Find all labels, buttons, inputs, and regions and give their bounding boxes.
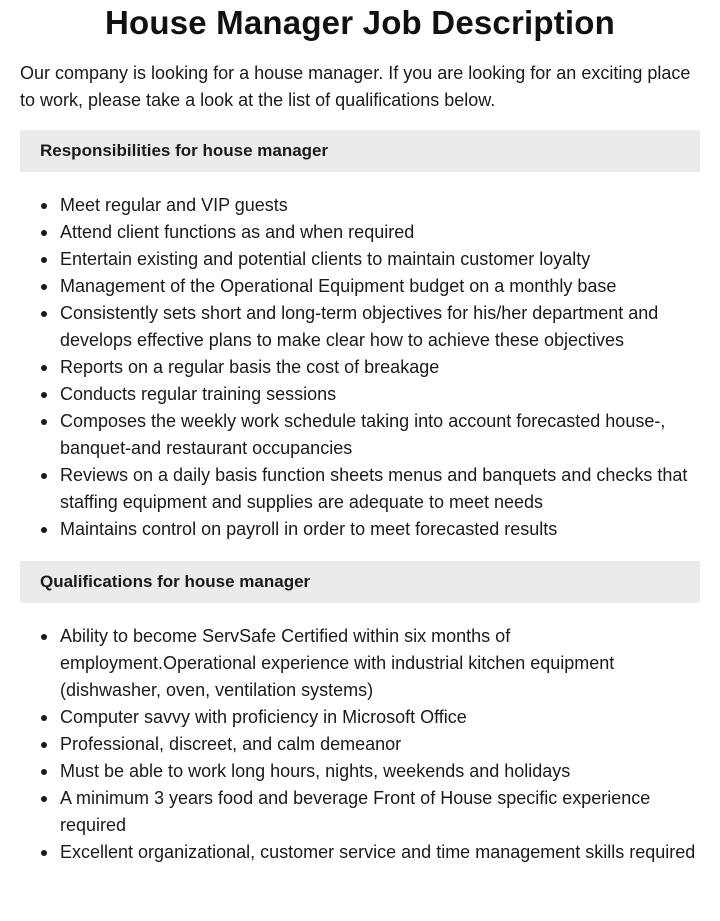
- responsibility-item: Conducts regular training sessions: [20, 381, 700, 408]
- qualification-item: Must be able to work long hours, nights, weekends and holidays: [20, 758, 700, 785]
- bullet-icon: [41, 473, 47, 479]
- bullet-icon: [41, 769, 47, 775]
- bullet-icon: [41, 392, 47, 398]
- responsibility-item: Composes the weekly work schedule taking into account forecasted house-, banquet-and restaurant occupancies: [20, 408, 700, 462]
- responsibility-item: Meet regular and VIP guests: [20, 192, 700, 219]
- qualifications-heading: Qualifications for house manager: [20, 561, 700, 603]
- bullet-icon: [41, 419, 47, 425]
- qualification-item: Excellent organizational, customer service and time management skills required: [20, 839, 700, 866]
- responsibility-item: Reports on a regular basis the cost of breakage: [20, 354, 700, 381]
- qualification-item: Ability to become ServSafe Certified within six months of employment.Operational experience with industrial kitchen equipment (dishwasher, oven, ventilation systems): [20, 623, 700, 704]
- bullet-icon: [41, 365, 47, 371]
- page-title: House Manager Job Description: [104, 4, 616, 41]
- bullet-icon: [41, 715, 47, 721]
- bullet-icon: [41, 284, 47, 290]
- qualifications-list: [20, 623, 700, 866]
- bullet-icon: [41, 527, 47, 533]
- responsibility-item: Reviews on a daily basis function sheets menus and banquets and checks that staffing equipment and supplies are adequate to meet needs: [20, 462, 700, 516]
- responsibility-item: Consistently sets short and long-term objectives for his/her department and develops effective plans to make clear how to achieve these objectives: [20, 300, 700, 354]
- bullet-icon: [41, 203, 47, 209]
- intro-paragraph: Our company is looking for a house manager. If you are looking for an exciting place to work, please take a look at the list of qualifications below.: [20, 63, 691, 110]
- bullet-icon: [41, 230, 47, 236]
- qualification-item: Computer savvy with proficiency in Microsoft Office: [20, 704, 700, 731]
- responsibility-item: Entertain existing and potential clients to maintain customer loyalty: [20, 246, 700, 273]
- responsibility-item: Management of the Operational Equipment budget on a monthly base: [20, 273, 700, 300]
- bullet-icon: [41, 257, 47, 263]
- bullet-icon: [41, 634, 47, 640]
- responsibilities-heading: Responsibilities for house manager: [20, 130, 700, 172]
- bullet-icon: [41, 796, 47, 802]
- responsibility-item: Attend client functions as and when required: [20, 219, 700, 246]
- responsibilities-list: [20, 192, 700, 543]
- bullet-icon: [41, 742, 47, 748]
- qualification-item: Professional, discreet, and calm demeanor: [20, 731, 700, 758]
- bullet-icon: [41, 850, 47, 856]
- responsibility-item: Maintains control on payroll in order to meet forecasted results: [20, 516, 700, 543]
- qualification-item: A minimum 3 years food and beverage Front of House specific experience required: [20, 785, 700, 839]
- bullet-icon: [41, 311, 47, 317]
